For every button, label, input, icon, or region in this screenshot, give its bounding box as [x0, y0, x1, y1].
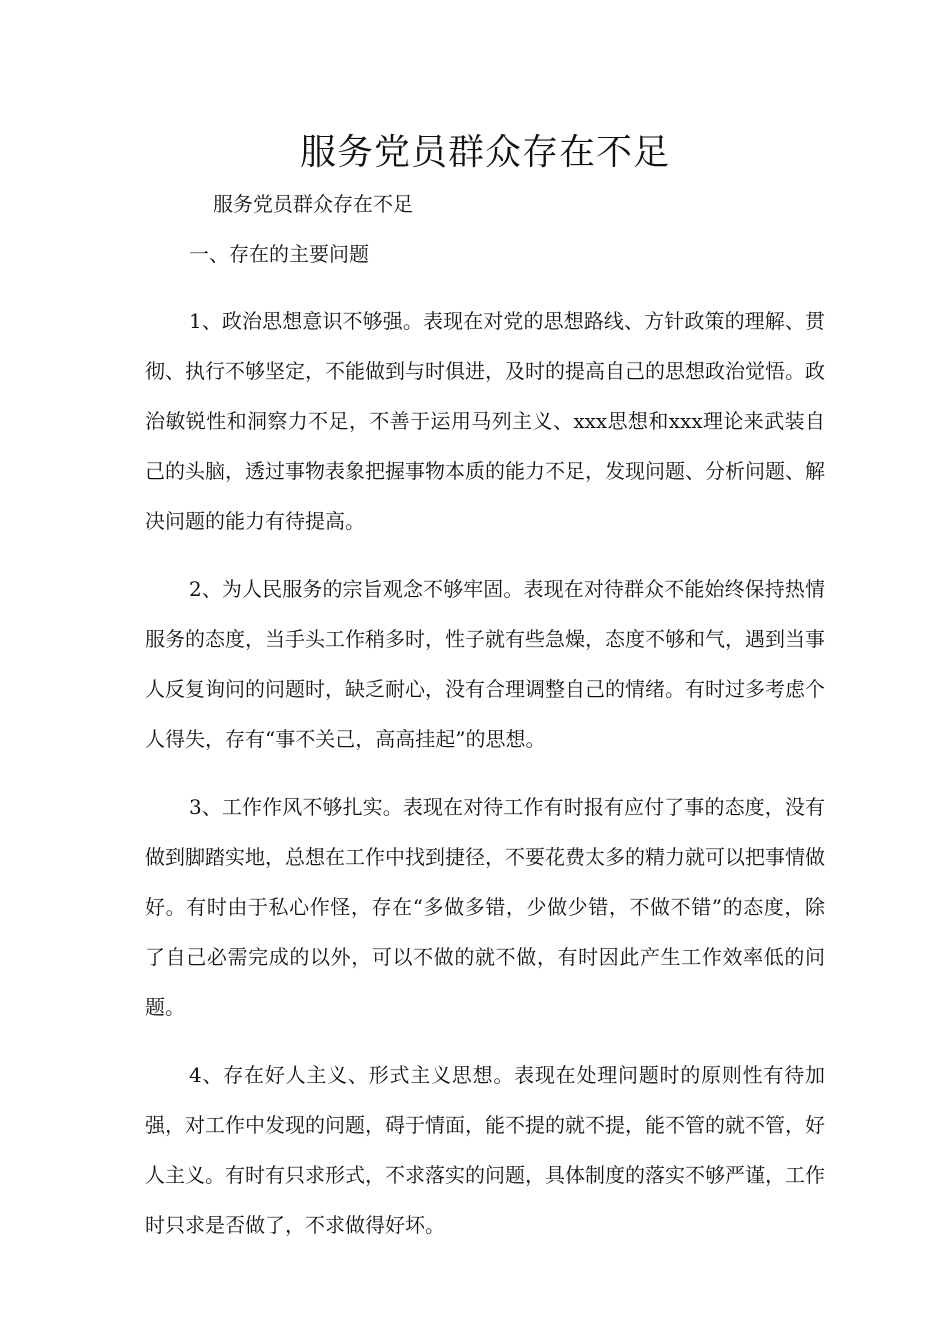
document-body	[145, 278, 825, 1250]
document-subtitle: 服务党员群众存在不足	[213, 192, 413, 216]
paragraph-4: 4、存在好人主义、形式主义思想。表现在处理问题时的原则性有待加强，对工作中发现的问题，碍于情面，能不提的就不提，能不管的就不管，好人主义。有时有只求形式，不求落实的问题，具体制度的落实不够严谨，工作时只求是否做了，不求做得好坏。	[145, 1063, 825, 1237]
document-title: 服务党员群众存在不足	[299, 132, 670, 173]
paragraph-1: 1、政治思想意识不够强。表现在对党的思想路线、方针政策的理解、贯彻、执行不够坚定，不能做到与时俱进，及时的提高自己的思想政治觉悟。政治敏锐性和洞察力不足，不善于运用马列主义、xxx思想和xxx理论来武装自己的头脑，透过事物表象把握事物本质的能力不足，发现问题、分析问题、解决问题的能力有待提高。	[145, 309, 825, 533]
document-page	[145, 128, 825, 1250]
section-heading: 一、存在的主要问题	[189, 242, 369, 266]
paragraph-2: 2、为人民服务的宗旨观念不够牢固。表现在对待群众不能始终保持热情服务的态度，当手头工作稍多时，性子就有些急燥，态度不够和气，遇到当事人反复询问的问题时，缺乏耐心，没有合理调整自己的情绪。有时过多考虑个人得失，存有“事不关己，高高挂起”的思想。	[145, 577, 825, 751]
paragraph-3: 3、工作作风不够扎实。表现在对待工作有时报有应付了事的态度，没有做到脚踏实地，总想在工作中找到捷径，不要花费太多的精力就可以把事情做好。有时由于私心作怪，存在“多做多错，少做少错，不做不错”的态度，除了自己必需完成的以外，可以不做的就不做，有时因此产生工作效率低的问题。	[145, 795, 825, 1019]
